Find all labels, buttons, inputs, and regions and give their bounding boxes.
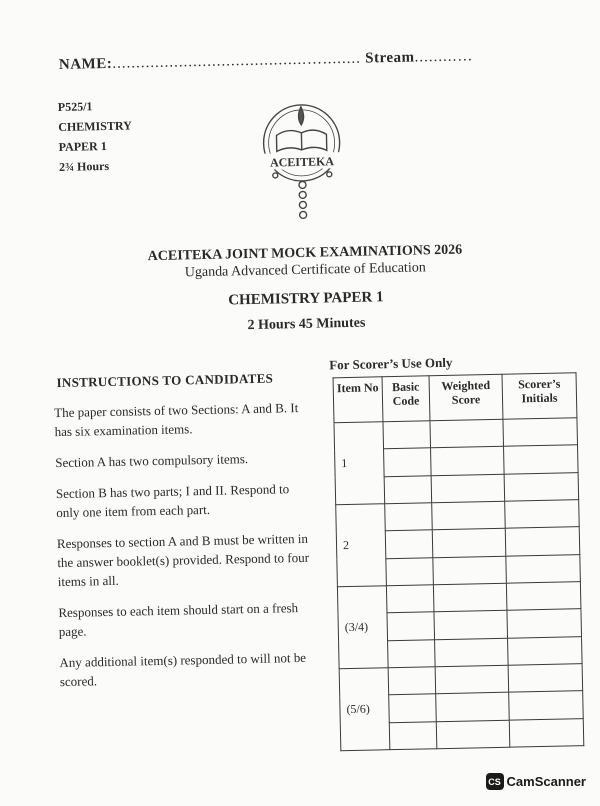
scorer-table xyxy=(333,372,585,751)
camscanner-icon: CS xyxy=(486,773,504,790)
instructions-list xyxy=(54,398,316,703)
header-item-no: Item No xyxy=(333,377,383,423)
instruction-item: Responses to each item should start on a fresh page. xyxy=(58,600,299,640)
exam-title: ACEITEKA JOINT MOCK EXAMINATIONS 2026 xyxy=(147,242,463,265)
paper-number: PAPER 1 xyxy=(58,138,107,154)
certificate-name: Uganda Advanced Certificate of Education xyxy=(184,260,426,281)
name-label: NAME: xyxy=(58,55,113,73)
paper-meta xyxy=(58,95,133,177)
instruction-item: The paper consists of two Sections: A and B. It has six examination items. xyxy=(54,400,299,440)
exam-heading xyxy=(137,242,475,336)
paper-title: CHEMISTRY PAPER 1 xyxy=(228,289,384,309)
exam-time: 2 Hours 45 Minutes xyxy=(247,315,366,334)
camscanner-watermark xyxy=(486,773,586,790)
instruction-item: Any additional item(s) responded to will not be scored. xyxy=(59,649,307,690)
header-basic-code: Basic Code xyxy=(382,376,430,422)
scorer-header-row xyxy=(333,373,577,423)
scorer-title: For Scorer’s Use Only xyxy=(329,354,453,373)
name-dots: .........................................…........ xyxy=(112,50,362,72)
instruction-item: Responses to section A and B must be written in the answer booklet(s) provided. Respond to four items in all. xyxy=(56,530,310,590)
name-stream-line xyxy=(59,48,474,74)
aceiteka-logo-icon xyxy=(256,94,349,224)
instruction-item: Section B has two parts; I and II. Respond to only one item from each part. xyxy=(55,481,290,521)
logo-text: ACEITEKA xyxy=(269,154,335,170)
paper-duration: 2¾ Hours xyxy=(58,158,110,174)
camscanner-label: CamScanner xyxy=(506,774,586,789)
item-number: (5/6) xyxy=(339,668,390,751)
stream-label: Stream xyxy=(365,49,415,67)
stream-dots: .........… xyxy=(414,48,474,66)
subject-name: CHEMISTRY xyxy=(58,118,132,135)
item-number: (3/4) xyxy=(337,586,388,669)
paper-code: P525/1 xyxy=(57,99,93,115)
item-number: 2 xyxy=(336,504,387,587)
header-scorer-initials: Scorer’s Initials xyxy=(502,373,577,420)
header-weighted-score: Weighted Score xyxy=(429,374,503,421)
item-number: 1 xyxy=(334,422,385,505)
instructions-title: INSTRUCTIONS TO CANDIDATES xyxy=(56,370,274,391)
instruction-item: Section A has two compulsory items. xyxy=(55,451,249,471)
